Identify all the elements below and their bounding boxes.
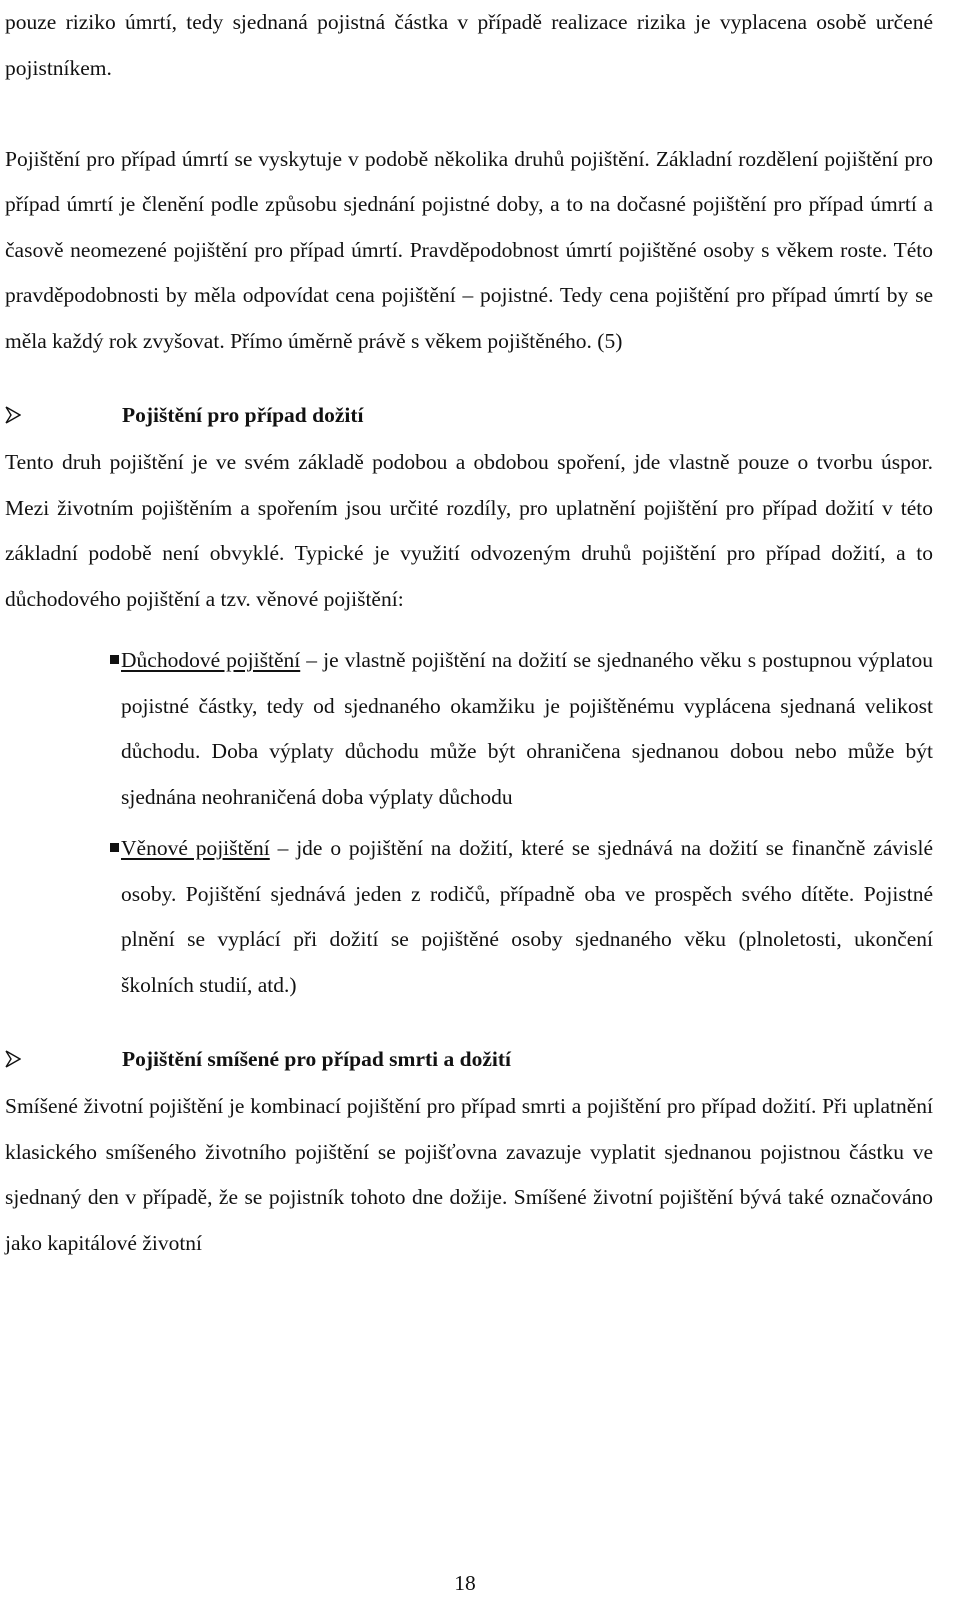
paragraph-mixed-insurance: Smíšené životní pojištění je kombinací pojištění pro případ smrti a pojištění pro případ dožití. Při uplatnění klasického smíšeného životního pojištění se pojišťovna zavazuje vyplatit sjednanou pojistnou částku ve sjednaný den v případě, že se pojistník tohoto dne dožije. Smíšené životní pojištění bývá také označováno jako kapitálové životní — [5, 1094, 933, 1255]
section-heading-title: Pojištění pro případ dožití — [122, 403, 364, 427]
spacer — [5, 1008, 933, 1032]
document-page — [5, 0, 933, 1266]
list-item-term: Věnové pojištění — [121, 836, 270, 860]
arrowhead-icon — [5, 392, 29, 424]
section-heading-endowment — [5, 392, 933, 438]
list-item-body: – je vlastně pojištění na dožití se sjednaného věku s postupnou výplatou pojistné částky, tedy od sjednaného okamžiku je pojištěnému vyplácena sjednaná velikost důchodu. Doba výplaty důchodu může být ohraničena sjednanou dobou nebo může být sjednána neohraničená doba výplaty důchodu — [121, 648, 934, 809]
list-item-text — [121, 826, 933, 1008]
spacer — [5, 622, 933, 632]
paragraph-intro: pouze riziko úmrtí, tedy sjednaná pojistná částka v případě realizace rizika je vyplacena osobě určené pojistníkem. — [5, 10, 933, 80]
section-heading-title: Pojištění smíšené pro případ smrti a dožití — [122, 1047, 511, 1071]
square-bullet-icon — [110, 843, 119, 852]
paragraph-death-insurance: Pojištění pro případ úmrtí se vyskytuje v podobě několika druhů pojištění. Základní rozdělení pojištění pro případ úmrtí je členění podle způsobu sjednání pojistné doby, a to na dočasné pojištění pro případ úmrtí a časově neomezené pojištění pro případ úmrtí. Pravděpodobnost úmrtí pojištěné osoby s věkem roste. Této pravděpodobnosti by měla odpovídat cena pojištění – pojistné. Tedy cena pojištění pro případ úmrtí by se měla každý rok zvyšovat. Přímo úměrně právě s věkem pojištěného. (5) — [5, 146, 933, 353]
paragraph-endowment: Tento druh pojištění je ve svém základě podobou a obdobou spoření, jde vlastně pouze o tvorbu úspor. Mezi životním pojištěním a spořením jsou určité rozdíly, pro uplatnění pojištění pro případ dožití v této základní podobě není obvyklé. Typické je využití odvozeným druhů pojištění pro případ dožití, a to důchodového pojištění a tzv. věnové pojištění: — [5, 450, 933, 611]
spacer — [5, 364, 933, 388]
arrowhead-icon — [5, 1036, 29, 1068]
list-item — [5, 826, 933, 1008]
section-heading-mixed — [5, 1036, 933, 1082]
list-item — [5, 638, 933, 820]
list-item-term: Důchodové pojištění — [121, 648, 301, 672]
square-bullet-icon — [110, 655, 119, 664]
list-item-text — [121, 638, 933, 820]
page-number: 18 — [454, 1571, 476, 1595]
blank-line — [5, 91, 933, 137]
list-item-body: – jde o pojištění na dožití, které se sjednává na dožití se finančně závislé osoby. Pojištění sjednává jeden z rodičů, případně oba ve prospěch svého dítěte. Pojistné plnění se vyplácí při dožití se pojištěné osoby sjednaného věku (plnoletosti, ukončení školních studií, atd.) — [121, 836, 933, 997]
